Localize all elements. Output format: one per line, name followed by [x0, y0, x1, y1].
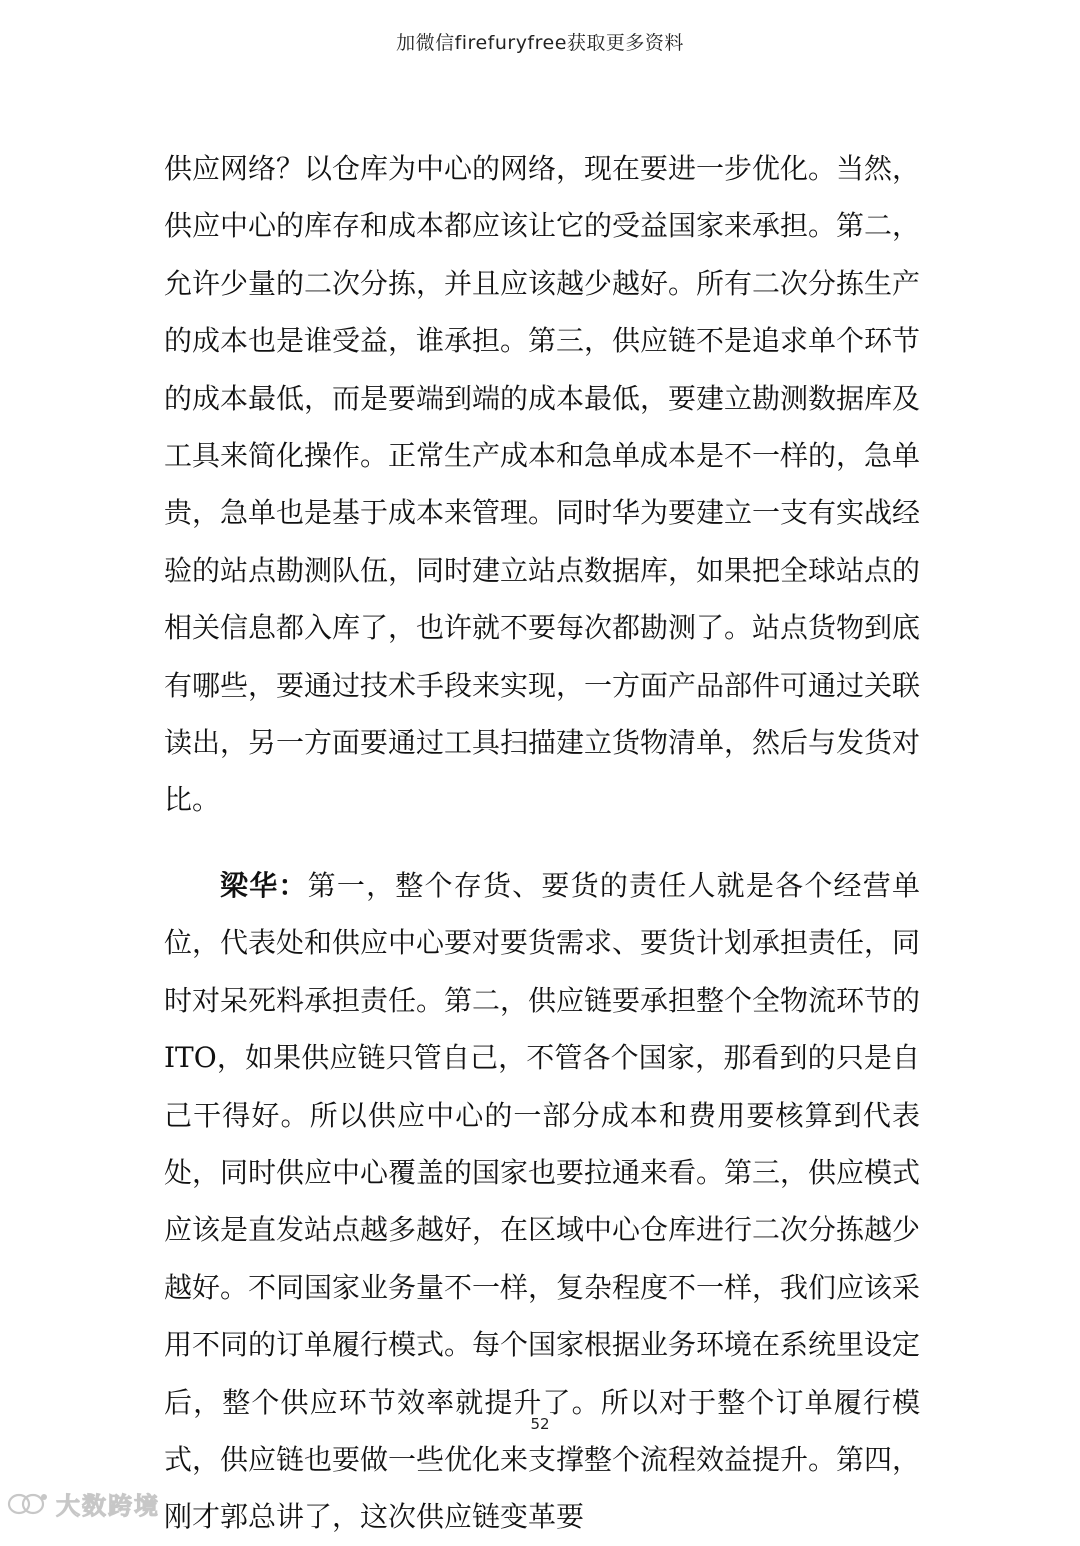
watermark-text: 大数跨境 [56, 1492, 160, 1520]
speaker-name: 梁华： [220, 868, 308, 902]
paragraph-1 [164, 140, 920, 829]
page-number: 52 [530, 1415, 550, 1433]
paragraph-1-text: 供应网络？以仓库为中心的网络，现在要进一步优化。当然，供应中心的库存和成本都应该让它的受益国家来承担。第二，允许少量的二次分拣，并且应该越少越好。所有二次分拣生产的成本也是谁受益，谁承担。第三，供应链不是追求单个环节的成本最低，而是要端到端的成本最低，要建立勘测数据库及工具来简化操作。正常生产成本和急单成本是不一样的，急单贵，急单也是基于成本来管理。同时华为要建立一支有实战经验的站点勘测队伍，同时建立站点数据库，如果把全球站点的相关信息都入库了，也许就不要每次都勘测了。站点货物到底有哪些，要通过技术手段来实现，一方面产品部件可通过关联读出，另一方面要通过工具扫描建立货物清单，然后与发货对比。 [164, 152, 921, 817]
watermark-logo-icon [6, 1491, 50, 1517]
paragraph-2-text: 第一，整个存货、要货的责任人就是各个经营单位，代表处和供应中心要对要货需求、要货计划承担责任，同时对呆死料承担责任。第二，供应链要承担整个全物流环节的 ITO，如果供应链只管自己，不管各个国家，那看到的只是自己干得好。所以供应中心的一部分成本和费用要核算到代表处，同时供应中心覆盖的国家也要拉通来看。第三，供应模式应该是直发站点越多越好，在区域中心仓库进行二次分拣越少越好。不同国家业务量不一样，复杂程度不一样，我们应该采用不同的订单履行模式。每个国家根据业务环境在系统里设定后，整个供应环节效率就提升了。所以对于整个订单履行模式，供应链也要做一些优化来支撑整个流程效益提升。第四，刚才郭总讲了，这次供应链变革要 [164, 868, 921, 1534]
watermark [6, 1486, 160, 1521]
document-body [164, 140, 920, 1546]
paragraph-2 [164, 857, 920, 1546]
page-header: 加微信firefuryfree获取更多资料 [396, 32, 684, 54]
